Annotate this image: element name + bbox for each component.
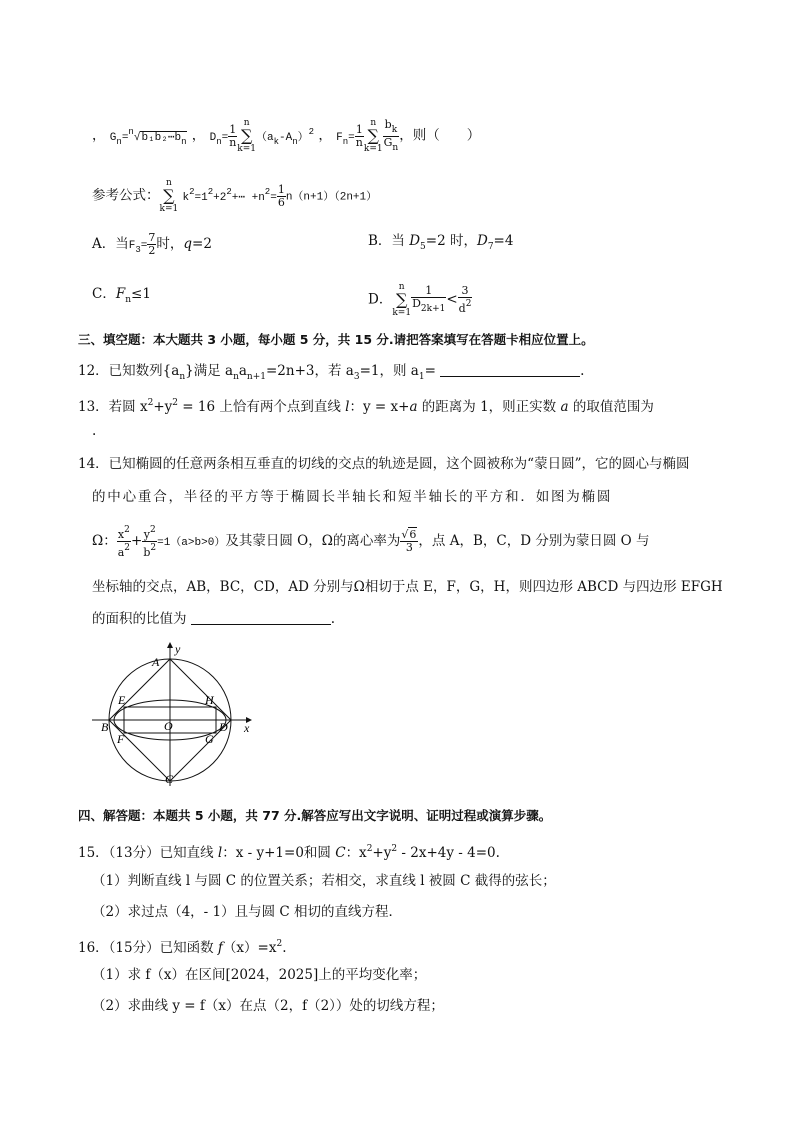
monge-circle-figure: [88, 640, 258, 788]
question-16-part-2: （2）求曲线 y = f（x）在点（2，f（2））处的切线方程；: [92, 998, 444, 1014]
q11-definitions: ， $G_n=^n√b_1b_2\cdots b_n$ ， $D_n=$ $\frac{1}{n}$ n ∑ $k=1(a_k-A_n)^2$ ， $F_n=$ $\frac{1}{n}$ n ∑ k=1 $\frac{b_k}{G_n}$ ，则（ ）: [92, 117, 481, 154]
option-b: B．当 $D_5=2$ 时，$D_7=4$: [368, 233, 514, 252]
section-fill-in-heading: 三、填空题：本大题共 3 小题，每小题 5 分，共 15 分.请把答案填写在答题卡相应位置上。: [78, 332, 594, 347]
label-c: C: [165, 772, 174, 786]
label-x: x: [244, 721, 250, 735]
question-13: 13．若圆 $x^2+y^2 = 16$ 上恰有两个点到直线 l：y = x+a 的距离为 1，则正实数 a 的取值范围为: [78, 398, 654, 415]
question-15-part-2: （2）求过点（4，- 1）且与圆 C 相切的直线方程．: [92, 904, 403, 920]
question-14-line-4: 坐标轴的交点，AB，BC，CD，AD 分别与Ω相切于点 E，F，G，H，则四边形 ABCD 与四边形 EFGH: [92, 579, 723, 595]
reference-formula: 参考公式：n ∑ k=1 $k^2=1^2+2^2+\cdots +n^2=$ $\frac{1}{6}$ n（n+1）（2n+1）: [92, 178, 378, 214]
question-14-line-5: 的面积的比值为 .: [92, 611, 336, 627]
option-c: C．$F_n\le 1$: [92, 286, 151, 305]
label-y: y: [175, 642, 181, 656]
label-b: B: [101, 720, 109, 734]
question-16: 16．（15分）已知函数 $f(x)=x^2$.: [78, 939, 287, 956]
question-14-line-1: 14．已知椭圆的任意两条相互垂直的切线的交点的轨迹是圆，这个圆被称为“蒙日圆”，它的圆心与椭圆: [78, 456, 690, 472]
label-h: H: [205, 693, 214, 707]
label-a: A: [152, 655, 160, 669]
question-14-line-2: 的中心重合，半径的平方等于椭圆长半轴长和短半轴长的平方和．如图为椭圆: [92, 489, 613, 505]
question-14-line-3: Ω： $\frac{x^2}{a^2}$ + $\frac{y^2}{b^2}$ =1（a>b>0）及其蒙日圆 O，Ω的离心率为 $\frac{√6}{3}$ ，点 A，B，C，D 分别为蒙日圆 O 与: [92, 525, 650, 559]
question-15: 15．（13分）已知直线 l：x - y+1=0和圆 C：$x^2+y^2 - 2x+4y - 4=0$.: [78, 844, 500, 861]
y-axis-arrow: [167, 642, 173, 648]
question-13-tail: .: [92, 423, 97, 439]
option-a: A．当$F_3=$ $\frac{7}{2}$ 时，q=2: [92, 231, 212, 257]
answer-blank-14[interactable]: [191, 610, 331, 625]
question-12: 12．已知数列$\{a_n\}$满足 $a_na_{n+1}=2n+3$，若 $a_3=1$，则 $a_1=$ .: [78, 363, 585, 382]
option-d: D．n ∑ k=1 $\frac{1}{D_{2k+1}}$ < $\frac{3}{d^2}$: [368, 282, 472, 318]
label-e: E: [118, 693, 126, 707]
section-answer-heading: 四、解答题：本题共 5 小题，共 77 分.解答应写出文字说明、证明过程或演算步骤。: [78, 808, 552, 823]
question-16-part-1: （1）求 f（x）在区间[2024，2025]上的平均变化率；: [92, 967, 427, 983]
answer-blank-12[interactable]: [440, 362, 580, 377]
question-15-part-1: （1）判断直线 l 与圆 C 的位置关系；若相交，求直线 l 被圆 C 截得的弦长；: [92, 873, 556, 889]
label-f: F: [117, 732, 125, 746]
label-d: D: [219, 720, 228, 734]
label-o: O: [164, 719, 173, 733]
label-g: G: [205, 732, 214, 746]
